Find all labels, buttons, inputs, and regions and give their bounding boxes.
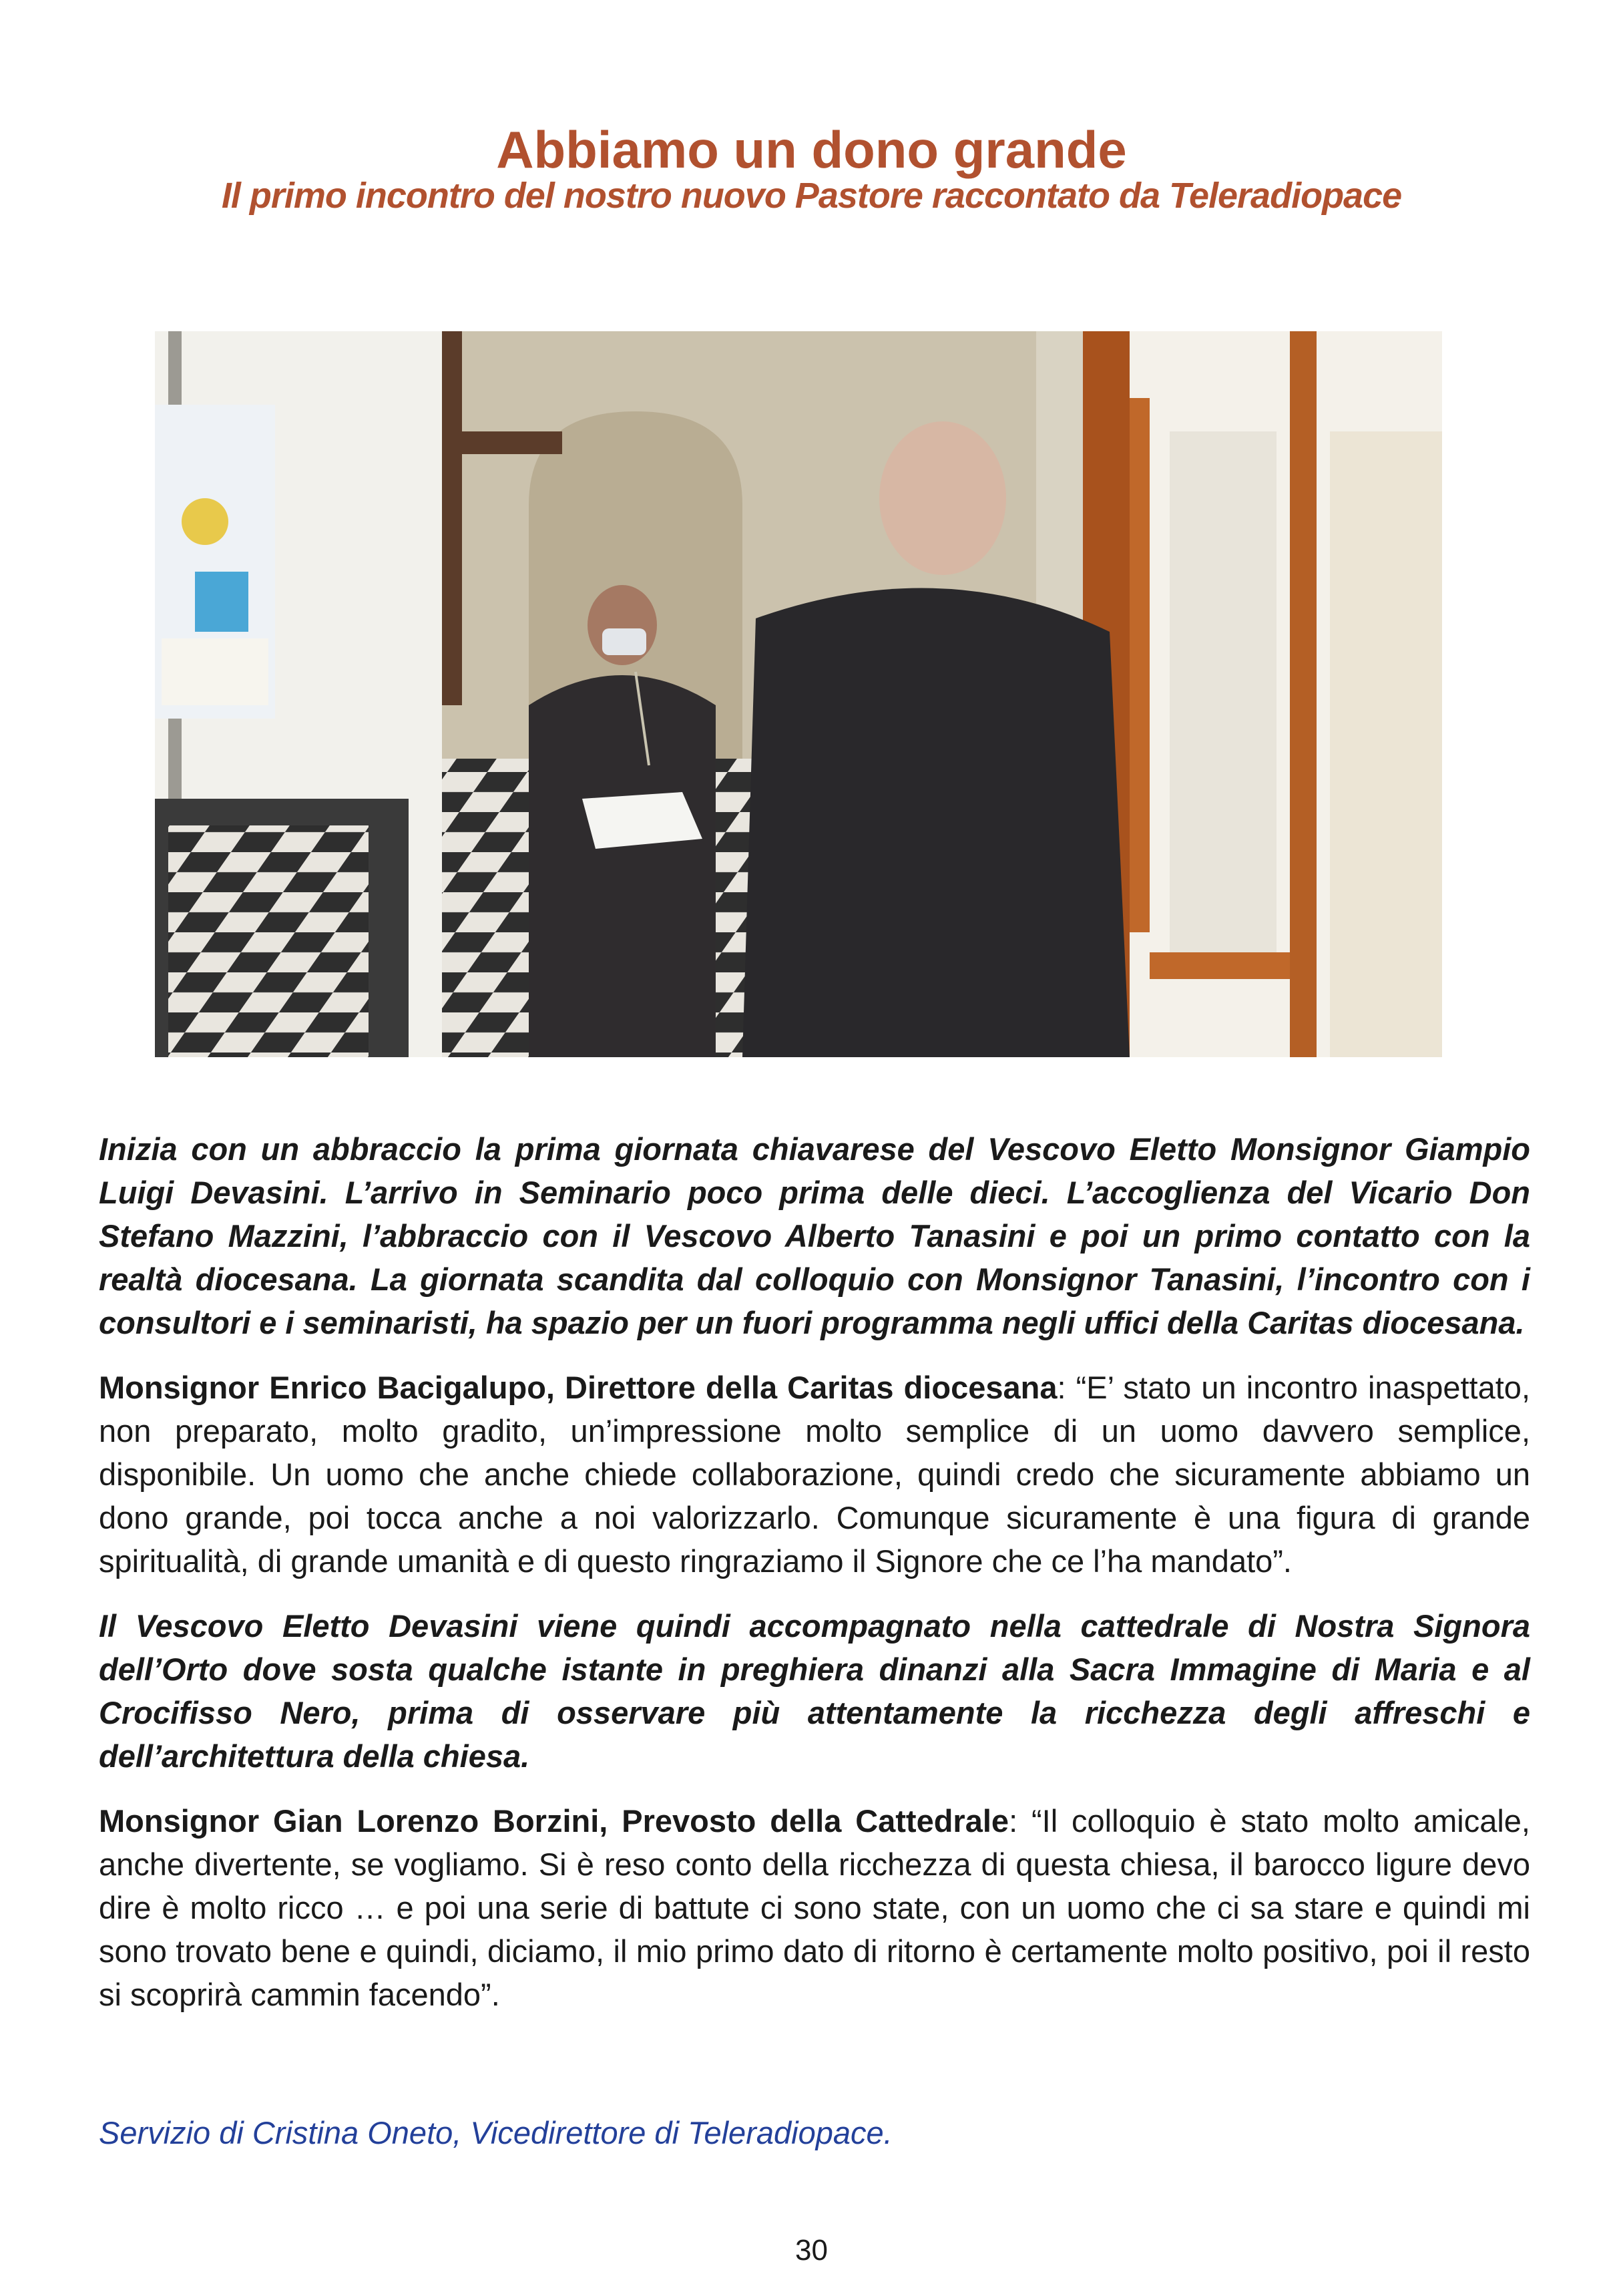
narration-paragraph: Il Vescovo Eletto Devasini viene quindi accompagnato nella cattedrale di Nostra Signora dell’Orto dove sosta qualche istante in preghiera dinanzi alla Sacra Immagine di Maria e al Crocifisso Nero, prima di osservare più attentamente la ricchezza degli affreschi e dell’architettura della chiesa. — [99, 1608, 1530, 1774]
quote-paragraph-borzini — [99, 1799, 1530, 2016]
photo-illustration — [155, 331, 1442, 1057]
quote-text-borzini: : “Il colloquio è stato molto amicale, anche divertente, se vogliamo. Si è reso conto della ricchezza di questa chiesa, il barocco ligure devo dire è molto ricco … e poi una serie di battute ci sono state, con un uomo che ci sa stare e quindi mi sono trovato bene e quindi, diciamo, il mio primo dato di ritorno è certamente molto positivo, poi il resto si scoprirà cammin facendo”. — [99, 1803, 1530, 2012]
intro-paragraph: Inizia con un abbraccio la prima giornata chiavarese del Vescovo Eletto Monsignor Giampio Luigi Devasini. L’arrivo in Seminario poco prima delle dieci. L’accoglienza del Vicario Don Stefano Mazzini, l’abbraccio con il Vescovo Alberto Tanasini e poi un primo contatto con la realtà diocesana. La giornata scandita dal colloquio con Monsignor Tanasini, l’incontro con i consultori e i seminaristi, ha spazio per un fuori programma negli uffici della Caritas diocesana. — [99, 1131, 1530, 1340]
article-body — [99, 1127, 1530, 2038]
article-photo — [155, 331, 1442, 1057]
article-title: Abbiamo un dono grande — [496, 120, 1127, 180]
quote-paragraph-bacigalupo — [99, 1366, 1530, 1583]
page-number: 30 — [795, 2234, 828, 2267]
article-subtitle: Il primo incontro del nostro nuovo Pastore raccontato da Teleradiopace — [221, 176, 1402, 216]
article-credit: Servizio di Cristina Oneto, Vicedirettore di Teleradiopace. — [99, 2115, 893, 2150]
speaker-borzini: Monsignor Gian Lorenzo Borzini, Prevosto della Cattedrale — [99, 1803, 1009, 1839]
speaker-bacigalupo: Monsignor Enrico Bacigalupo, Direttore della Caritas diocesana — [99, 1370, 1058, 1405]
quote-text-bacigalupo: : “E’ stato un incontro inaspettato, non preparato, molto gradito, un’impressione molto semplice di un uomo davvero semplice, disponibile. Un uomo che anche chiede collaborazione, quindi credo che sicuramente abbiamo un dono grande, poi tocca anche a noi valorizzarlo. Comunque sicuramente è una figura di grande spiritualità, di grande umanità e di questo ringraziamo il Signore che ce l’ha mandato”. — [99, 1370, 1530, 1579]
